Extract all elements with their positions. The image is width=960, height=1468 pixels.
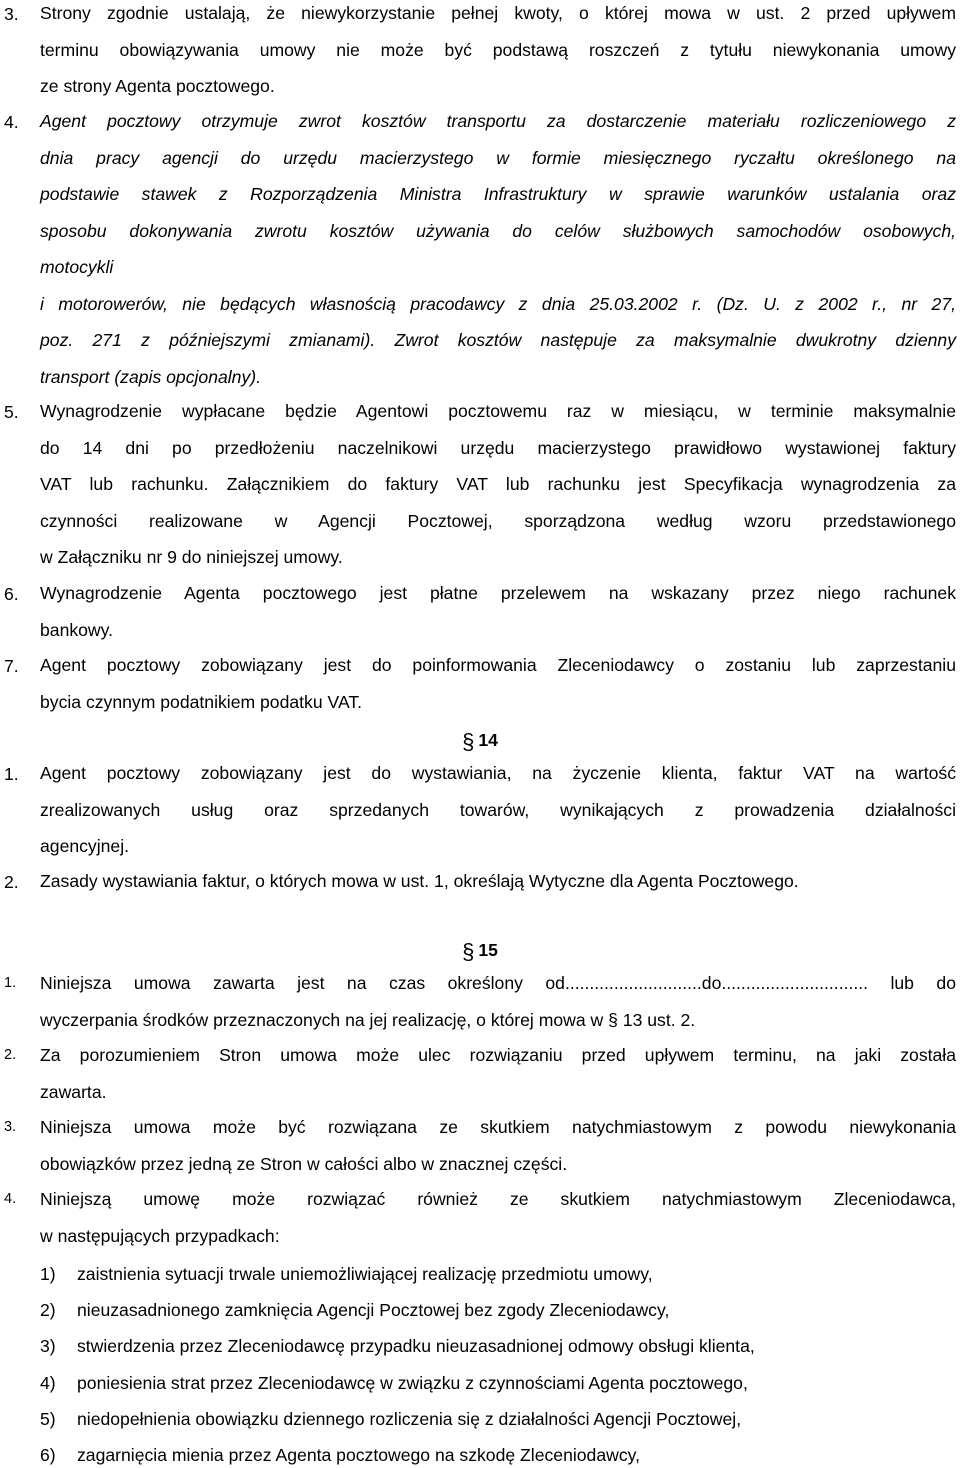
item-text — [40, 863, 956, 900]
sub-item-number: 5) — [40, 1409, 56, 1429]
item-text — [40, 103, 956, 395]
text-line: poz. 271 z późniejszymi zmianami). Zwrot kosztów następuje za maksymalnie dwukrotny dzienny — [40, 330, 956, 350]
text-line: terminu obowiązywania umowy nie może być podstawą roszczeń z tytułu niewykonania umowy — [40, 39, 956, 60]
text-line: motocykli — [40, 257, 114, 277]
item-text — [40, 0, 956, 105]
sub-item-number: 1) — [40, 1264, 56, 1284]
text-line: Agent pocztowy zobowiązany jest do wystawiania, na życzenie klienta, faktur VAT na wartość — [40, 763, 956, 783]
text-line: Niniejsza umowa zawarta jest na czas określony od............................do.............................. lub do — [40, 973, 956, 993]
text-line: w następujących przypadkach: — [40, 1225, 280, 1246]
text-line: Wynagrodzenie wypłacane będzie Agentowi pocztowemu raz w miesiącu, w terminie maksymalnie — [40, 401, 956, 421]
text-line: zawarta. — [40, 1081, 107, 1102]
paragraph-item — [4, 584, 956, 648]
sub-list-item — [40, 1373, 956, 1394]
sub-list-item — [40, 1336, 956, 1357]
text-line: Niniejszą umowę może rozwiązać również ze skutkiem natychmiastowym Zleceniodawca, — [40, 1189, 956, 1209]
text-line: bankowy. — [40, 619, 114, 640]
paragraph-item — [4, 872, 956, 900]
item-number: 1. — [4, 975, 17, 991]
item-text — [40, 965, 956, 1038]
paragraph-item — [4, 1118, 956, 1182]
text-line: ze strony Agenta pocztowego. — [40, 76, 275, 96]
text-line: bycia czynnym podatnikiem podatku VAT. — [40, 691, 363, 712]
sub-item-text: zaistnienia sytuacji trwale uniemożliwiającej realizację przedmiotu umowy, — [77, 1264, 653, 1284]
sub-item-text: nieuzasadnionego zamknięcia Agencji Pocztowej bez zgody Zleceniodawcy, — [77, 1300, 670, 1320]
paragraph-item — [4, 4, 956, 105]
item-text — [40, 1181, 956, 1254]
section-sign: § — [462, 729, 475, 754]
item-text — [40, 1109, 956, 1182]
item-number: 2. — [4, 1047, 17, 1063]
item-number: 1. — [4, 764, 19, 784]
text-line: do 14 dni po przedłożeniu naczelnikowi urzędu macierzystego prawidłowo wystawionej faktury — [40, 437, 956, 458]
paragraph-item — [4, 112, 956, 395]
text-line: sposobu dokonywania zwrotu kosztów używania do celów służbowych samochodów osobowych, — [40, 220, 956, 241]
sub-item-text: niedopełnienia obowiązku dziennego rozliczenia się z działalności Agencji Pocztowej, — [77, 1409, 742, 1429]
text-line: Agent pocztowy zobowiązany jest do poinformowania Zleceniodawcy o zostaniu lub zaprzestaniu — [40, 655, 956, 675]
text-line: Zasady wystawiania faktur, o których mowa w ust. 1, określają Wytyczne dla Agenta Pocztowego. — [40, 871, 799, 891]
text-line: Strony zgodnie ustalają, że niewykorzystanie pełnej kwoty, o której mowa w ust. 2 przed upływem — [40, 3, 956, 23]
text-line: w Załączniku nr 9 do niniejszej umowy. — [40, 547, 343, 567]
item-text — [40, 1037, 956, 1110]
text-line: dnia pracy agencji do urzędu macierzystego w formie miesięcznego ryczałtu określonego na — [40, 147, 956, 168]
text-line: czynności realizowane w Agencji Pocztowej, sporządzona według wzoru przedstawionego — [40, 510, 956, 531]
paragraph-item — [4, 974, 956, 1038]
item-number: 3. — [4, 4, 19, 24]
item-text — [40, 575, 956, 648]
text-line: Niniejsza umowa może być rozwiązana ze skutkiem natychmiastowym z powodu niewykonania — [40, 1117, 956, 1137]
item-number: 4. — [4, 1191, 17, 1207]
sub-item-number: 4) — [40, 1373, 56, 1393]
paragraph-item — [4, 1046, 956, 1110]
text-line: podstawie stawek z Rozporządzenia Ministra Infrastruktury w sprawie warunków ustalania oraz — [40, 184, 956, 204]
sub-list-item — [40, 1300, 956, 1321]
section-number: 15 — [478, 940, 498, 960]
text-line: VAT lub rachunku. Załącznikiem do faktury VAT lub rachunku jest Specyfikacja wynagrodzenia za — [40, 474, 956, 494]
text-line: zrealizowanych usług oraz sprzedanych towarów, wynikających z prowadzenia działalności — [40, 799, 956, 820]
item-number: 6. — [4, 584, 19, 604]
sub-item-number: 3) — [40, 1336, 56, 1356]
paragraph-item — [4, 764, 956, 865]
section-sign: § — [462, 939, 475, 964]
text-line: Wynagrodzenie Agenta pocztowego jest płatne przelewem na wskazany przez niego rachunek — [40, 583, 956, 603]
item-number: 3. — [4, 1119, 17, 1135]
sub-item-number: 6) — [40, 1445, 56, 1465]
sub-item-number: 2) — [40, 1300, 56, 1320]
paragraph-item — [4, 656, 956, 720]
sub-item-text: zagarnięcia mienia przez Agenta pocztowego na szkodę Zleceniodawcy, — [77, 1445, 640, 1465]
text-line: agencyjnej. — [40, 836, 130, 856]
item-text — [40, 755, 956, 865]
section-heading-14 — [0, 726, 960, 752]
text-line: Agent pocztowy otrzymuje zwrot kosztów transportu za dostarczenie materiału rozliczeniowego z — [40, 111, 956, 131]
text-line: transport (zapis opcjonalny). — [40, 366, 262, 387]
sub-list-item — [40, 1264, 956, 1285]
item-number: 4. — [4, 112, 19, 132]
sub-item-text: poniesienia strat przez Zleceniodawcę w związku z czynnościami Agenta pocztowego, — [77, 1373, 748, 1393]
item-number: 7. — [4, 656, 19, 676]
item-number: 5. — [4, 402, 19, 422]
text-line: Za porozumieniem Stron umowa może ulec rozwiązaniu przed upływem terminu, na jaki została — [40, 1045, 956, 1065]
item-number: 2. — [4, 872, 19, 892]
paragraph-item — [4, 1190, 956, 1254]
text-line: wyczerpania środków przeznaczonych na jej realizację, o której mowa w § 13 ust. 2. — [40, 1009, 696, 1030]
section-heading-15 — [0, 936, 960, 962]
text-line: i motorowerów, nie będących własnością pracodawcy z dnia 25.03.2002 r. (Dz. U. z 2002 r., nr 27, — [40, 293, 956, 314]
sub-item-text: stwierdzenia przez Zleceniodawcę przypadku nieuzasadnionej odmowy obsługi klienta, — [77, 1336, 755, 1356]
sub-list-item — [40, 1409, 956, 1430]
text-line: obowiązków przez jedną ze Stron w całości albo w znacznej części. — [40, 1153, 568, 1174]
sub-list-item — [40, 1445, 956, 1466]
item-text — [40, 393, 956, 576]
paragraph-item — [4, 402, 956, 576]
section-number: 14 — [478, 730, 498, 750]
item-text — [40, 647, 956, 720]
